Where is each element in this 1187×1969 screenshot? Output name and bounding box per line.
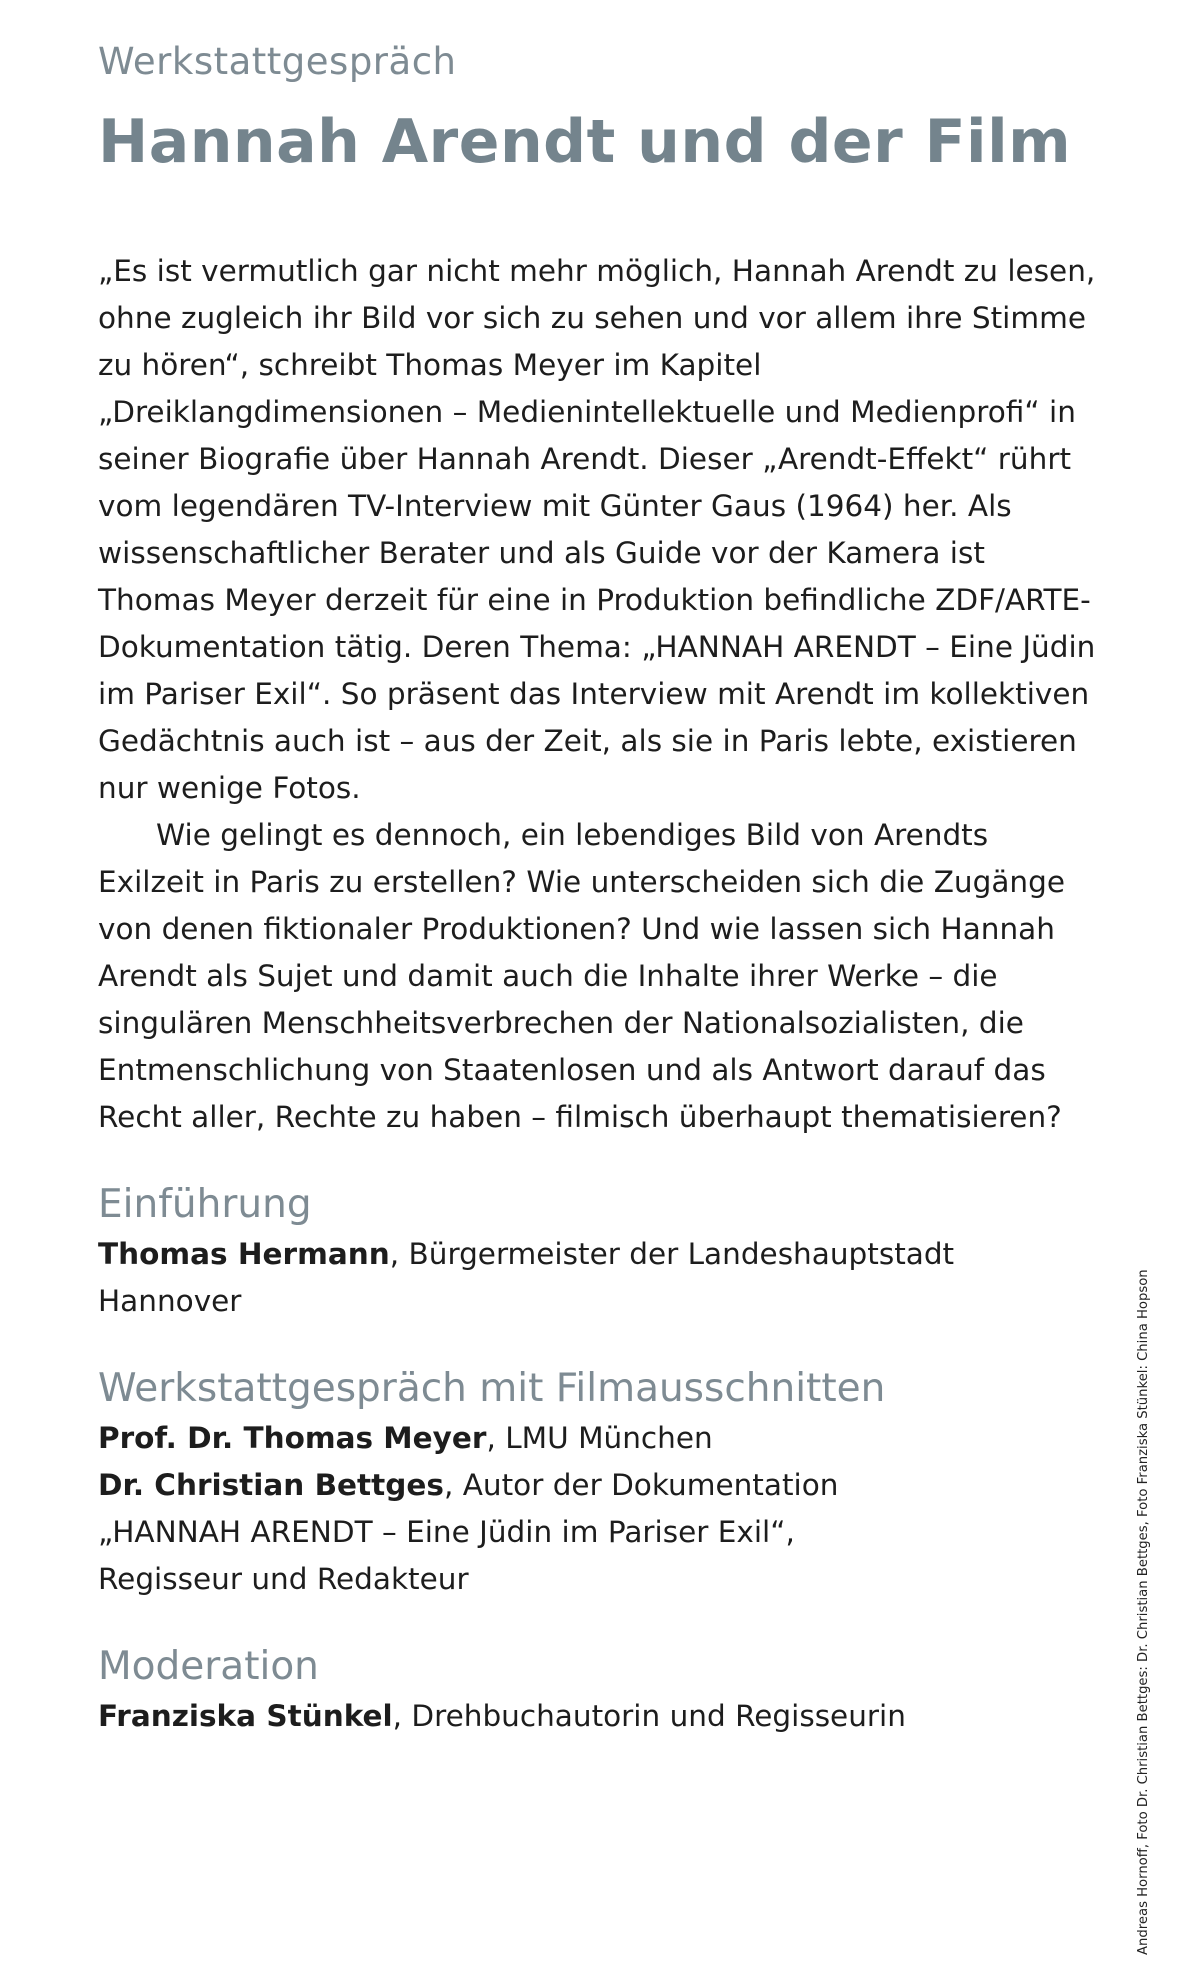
speaker-name: Franziska Stünkel xyxy=(98,1699,393,1733)
speaker-name: Prof. Dr. Thomas Meyer xyxy=(98,1421,487,1455)
speaker-role: , LMU München xyxy=(486,1421,713,1455)
section-moderation-heading: Moderation xyxy=(98,1644,319,1689)
speaker-role-continued: Regisseur und Redakteur xyxy=(98,1562,469,1596)
section-talk-heading: Werkstattgespräch mit Filmausschnitten xyxy=(98,1366,886,1411)
speaker-role: , Bürgermeister der Landeshauptstadt Hannover xyxy=(98,1237,955,1318)
event-kicker: Werkstattgespräch xyxy=(98,40,457,83)
event-page xyxy=(98,34,1098,1740)
event-title: Hannah Arendt und der Film xyxy=(98,107,1072,177)
section-moderation xyxy=(98,1641,1098,1740)
speaker-role: , Drehbuchautorin und Regisseurin xyxy=(392,1699,906,1733)
section-talk xyxy=(98,1363,1098,1603)
description-paragraph-1: „Es ist vermutlich gar nicht mehr möglich, Hannah Arendt zu lesen, ohne zugleich ihr Bild vor sich zu sehen und vor allem ihre Stimme zu hören“, schreibt Thomas Meyer im Kapitel „Dreiklangdimensionen – Medienintellektuelle und Medienprofi“ in seiner Biografie über Hannah Arendt. Dieser „Arendt-Effekt“ rührt vom legendären TV-Interview mit Günter Gaus (1964) her. Als wissenschaftlicher Berater und als Guide vor der Kamera ist Thomas Meyer derzeit für eine in Produktion befindliche ZDF/ARTE-Dokumentation tätig. Deren Thema: „HANNAH ARENDT – Eine Jüdin im Pariser Exil“. So präsent das Interview mit Arendt im kollektiven Gedächtnis auch ist – aus der Zeit, als sie in Paris lebte, existieren nur wenige Fotos. xyxy=(98,254,1096,805)
speaker-name: Dr. Christian Bettges xyxy=(98,1468,444,1502)
speaker-role: , Autor der Dokumentation xyxy=(443,1468,839,1502)
speaker-entry xyxy=(98,1415,1098,1462)
event-description xyxy=(98,248,1098,1141)
section-introduction xyxy=(98,1179,1098,1325)
description-paragraph-2: Wie gelingt es dennoch, ein lebendiges Bild von Arendts Exilzeit in Paris zu erstellen? Wie unterscheiden sich die Zugänge von denen fiktionaler Produktionen? Und wie lassen sich Hannah Arendt als Sujet und damit auch die Inhalte ihrer Werke – die singulären Menschheitsverbrechen der Nationalsozialisten, die Entmenschlichung von Staatenlosen und als Antwort darauf das Recht aller, Rechte zu haben – filmisch überhaupt thematisieren? xyxy=(98,818,1065,1134)
speaker-entry xyxy=(98,1231,1098,1325)
section-introduction-heading: Einführung xyxy=(98,1182,312,1227)
speaker-role-continued: „HANNAH ARENDT – Eine Jüdin im Pariser Exil“, xyxy=(98,1515,795,1549)
speaker-entry xyxy=(98,1693,1098,1740)
speaker-entry xyxy=(98,1462,1098,1509)
speaker-name: Thomas Hermann xyxy=(98,1237,390,1271)
photo-credit: Andreas Hornoff, Foto Dr. Christian Bettges: Dr. Christian Bettges, Foto Franziska Stünkel: China Hopson xyxy=(1136,1269,1151,1955)
